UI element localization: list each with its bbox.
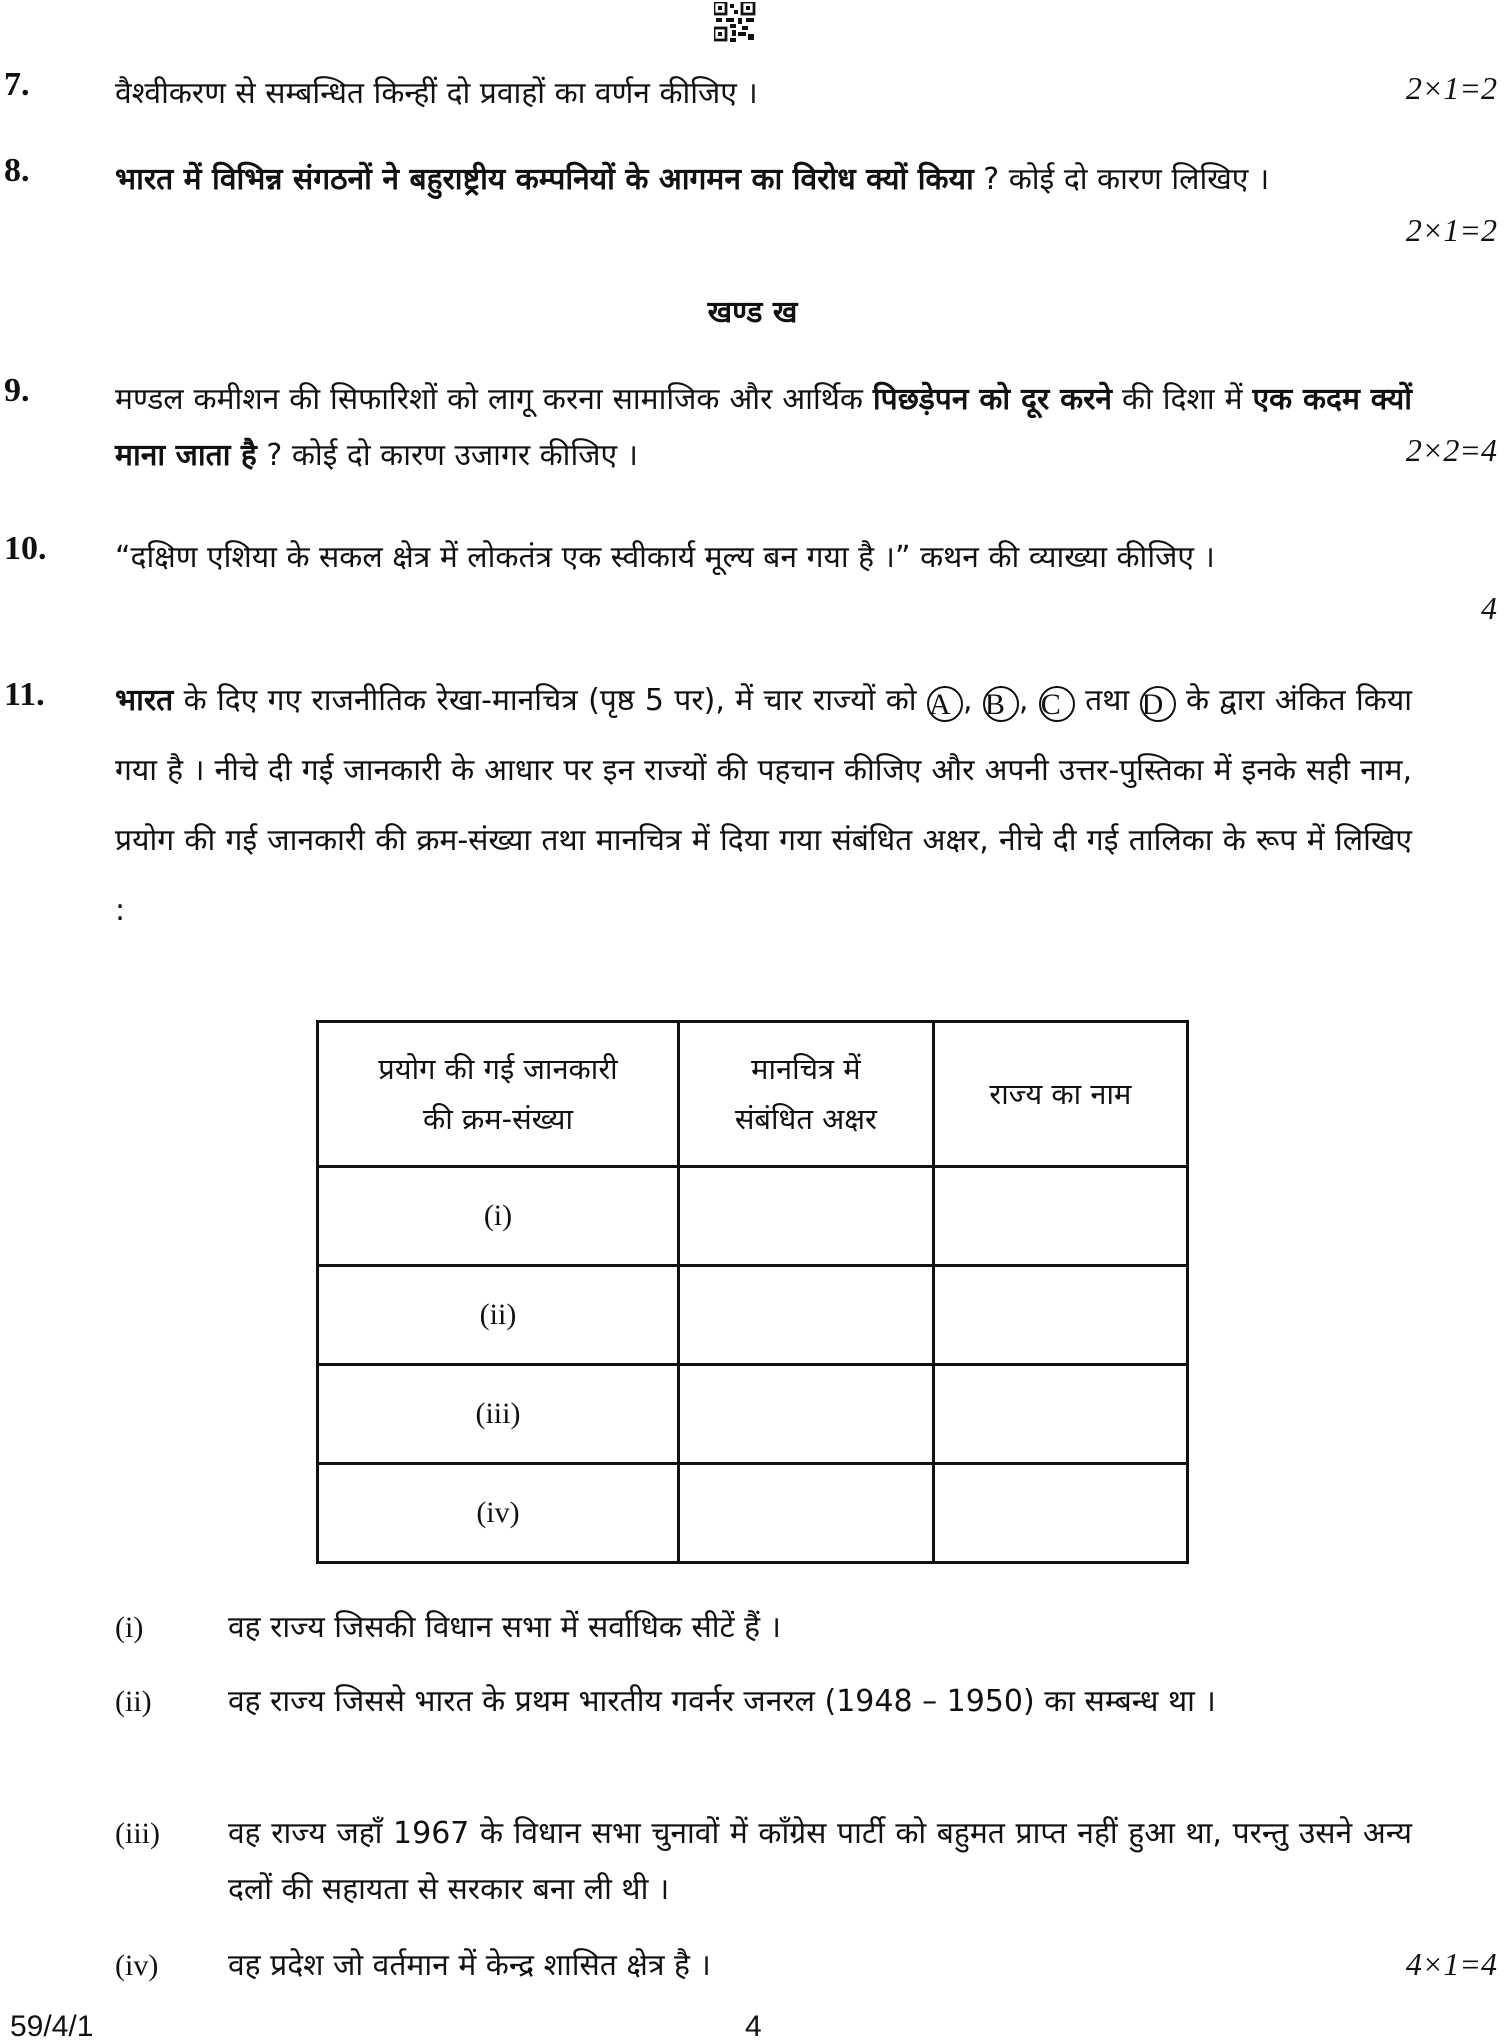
qr-code-icon bbox=[714, 2, 758, 42]
header-line: प्रयोग की गई जानकारी bbox=[378, 1052, 618, 1086]
clue-label: (iv) bbox=[115, 1949, 159, 1982]
cell-letter bbox=[678, 1365, 933, 1464]
marks: 2×2=4 bbox=[1405, 432, 1497, 468]
question-text: वैश्वीकरण से सम्बन्धित किन्हीं दो प्रवाहों का वर्णन कीजिए । bbox=[115, 76, 758, 111]
clue-label: (i) bbox=[115, 1611, 144, 1644]
clue-text: वह राज्य जिसकी विधान सभा में सर्वाधिक सीटें हैं । bbox=[228, 1610, 782, 1645]
clue-label: (iii) bbox=[115, 1817, 160, 1850]
cell-serial: (iii) bbox=[318, 1365, 679, 1464]
question-text-rest: ? कोई दो कारण लिखिए । bbox=[973, 162, 1270, 197]
text-segment: के दिए गए राजनीतिक रेखा-मानचित्र (पृष्ठ 5 पर), में चार राज्यों को bbox=[173, 683, 927, 718]
question-number: 7. bbox=[4, 66, 30, 103]
table-row bbox=[318, 1266, 1188, 1365]
header-line: की क्रम-संख्या bbox=[422, 1102, 573, 1136]
text-segment: ? कोई दो कारण उजागर कीजिए । bbox=[256, 438, 638, 473]
table-row bbox=[318, 1464, 1188, 1563]
text-segment: के द्वारा अंकित किया गया है । नीचे दी गई जानकारी के आधार पर इन राज्यों की पहचान कीजिए और अपनी उत्तर-पुस्तिका में इनके सही नाम, प्रयोग की गई जानकारी की क्रम-संख्या तथा मानचित्र में दिया गया संबंधित अक्षर, नीचे दी गई तालिका के रूप में लिखिए : bbox=[115, 683, 1412, 928]
text-segment-bold: एक कदम क्यों माना जाता है bbox=[115, 382, 1413, 473]
answer-table bbox=[316, 1020, 1189, 1564]
clue-text: वह प्रदेश जो वर्तमान में केन्द्र शासित क्षेत्र है । bbox=[228, 1948, 711, 1983]
table-header-row bbox=[318, 1022, 1188, 1167]
cell-serial: (iv) bbox=[318, 1464, 679, 1563]
cell-state bbox=[933, 1167, 1187, 1266]
text-segment: की दिशा में bbox=[1112, 382, 1253, 417]
circled-letter-c: C bbox=[1039, 686, 1075, 722]
text-segment: मण्डल कमीशन की सिफारिशों को लागू करना सामाजिक और आर्थिक bbox=[115, 382, 873, 417]
header-line: राज्य का नाम bbox=[989, 1077, 1132, 1111]
cell-letter bbox=[678, 1167, 933, 1266]
cell-letter bbox=[678, 1464, 933, 1563]
separator: , bbox=[962, 683, 983, 718]
text-segment-bold: पिछड़ेपन को दूर करने bbox=[872, 382, 1113, 417]
circled-letter-d: D bbox=[1140, 686, 1176, 722]
table-row bbox=[318, 1167, 1188, 1266]
cell-serial: (ii) bbox=[318, 1266, 679, 1365]
paper-code: 59/4/1 bbox=[10, 2010, 94, 2043]
question-text bbox=[115, 372, 1412, 484]
clue-text: वह राज्य जिससे भारत के प्रथम भारतीय गवर्नर जनरल (1948 – 1950) का सम्बन्ध था । bbox=[228, 1684, 1216, 1719]
cell-state bbox=[933, 1365, 1187, 1464]
page-number: 4 bbox=[745, 2010, 762, 2043]
header-line: मानचित्र में bbox=[751, 1052, 861, 1086]
question-text bbox=[115, 152, 1412, 208]
question-text-bold: भारत में विभिन्न संगठनों ने बहुराष्ट्रीय कम्पनियों के आगमन का विरोध क्यों किया bbox=[115, 162, 974, 197]
separator: , bbox=[1018, 683, 1039, 718]
marks: 4 bbox=[1481, 590, 1497, 626]
circled-letter-b: B bbox=[983, 686, 1019, 722]
question-number: 9. bbox=[4, 372, 30, 409]
cell-letter bbox=[678, 1266, 933, 1365]
cell-state bbox=[933, 1464, 1187, 1563]
header-line: संबंधित अक्षर bbox=[734, 1102, 877, 1136]
marks: 2×1=2 bbox=[1405, 212, 1497, 248]
marks: 2×1=2 bbox=[1405, 70, 1497, 106]
header-serial-number bbox=[318, 1022, 679, 1167]
circled-letter-a: A bbox=[927, 686, 963, 722]
text-segment-bold: भारत bbox=[115, 683, 174, 718]
cell-serial: (i) bbox=[318, 1167, 679, 1266]
table-row bbox=[318, 1365, 1188, 1464]
clue-text: वह राज्य जहाँ 1967 के विधान सभा चुनावों में काँग्रेस पार्टी को बहुमत प्राप्त नहीं हुआ था, परन्तु उसने अन्य दलों की सहायता से सरकार बना ली थी । bbox=[228, 1816, 1412, 1907]
question-number: 8. bbox=[4, 152, 30, 189]
header-map-letter bbox=[678, 1022, 933, 1167]
section-title: खण्ड ख bbox=[707, 295, 798, 330]
cell-state bbox=[933, 1266, 1187, 1365]
header-state-name bbox=[933, 1022, 1187, 1167]
question-text bbox=[115, 666, 1412, 946]
question-number: 10. bbox=[4, 530, 47, 567]
text-segment: तथा bbox=[1074, 683, 1140, 718]
clue-label: (ii) bbox=[115, 1685, 152, 1718]
question-number: 11. bbox=[4, 676, 45, 713]
question-text: “दक्षिण एशिया के सकल क्षेत्र में लोकतंत्र एक स्वीकार्य मूल्य बन गया है ।” कथन की व्याख्या कीजिए । bbox=[115, 540, 1215, 575]
marks: 4×1=4 bbox=[1405, 1946, 1497, 1982]
